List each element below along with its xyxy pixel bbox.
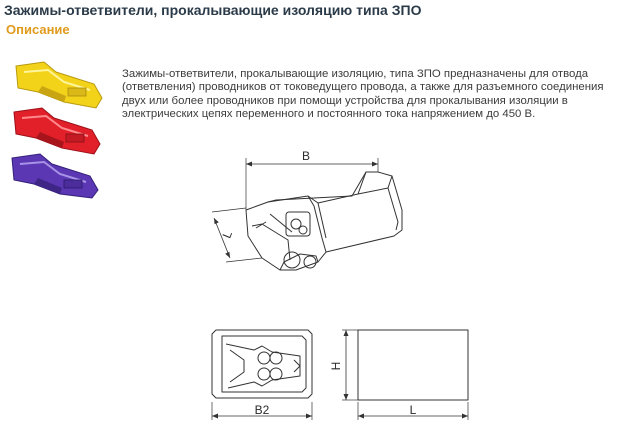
drawing-isometric-view [212, 158, 402, 270]
dim-label-b: B [301, 149, 311, 163]
dim-label-b2: B2 [254, 403, 270, 417]
dim-label-l-side: L [409, 403, 417, 417]
dim-label-h: H [329, 361, 343, 371]
section-heading-description: Описание [6, 22, 70, 37]
drawing-side-view [342, 330, 468, 420]
dim-label-l-isometric: L [219, 228, 236, 241]
page-title: Зажимы-ответвители, прокалывающие изоляцию типа ЗПО [4, 2, 422, 18]
description-text: Зажимы-ответвители, прокалывающие изоляцию, типа ЗПО предназначены для отвода (ответвления) проводников от токоведущего провода, а также для разъемного соединения двух или более проводников при помощи устройства для прокалывания изоляции в электрических цепях переменного и постоянного тока напряжением до 450 В. [122, 68, 604, 121]
